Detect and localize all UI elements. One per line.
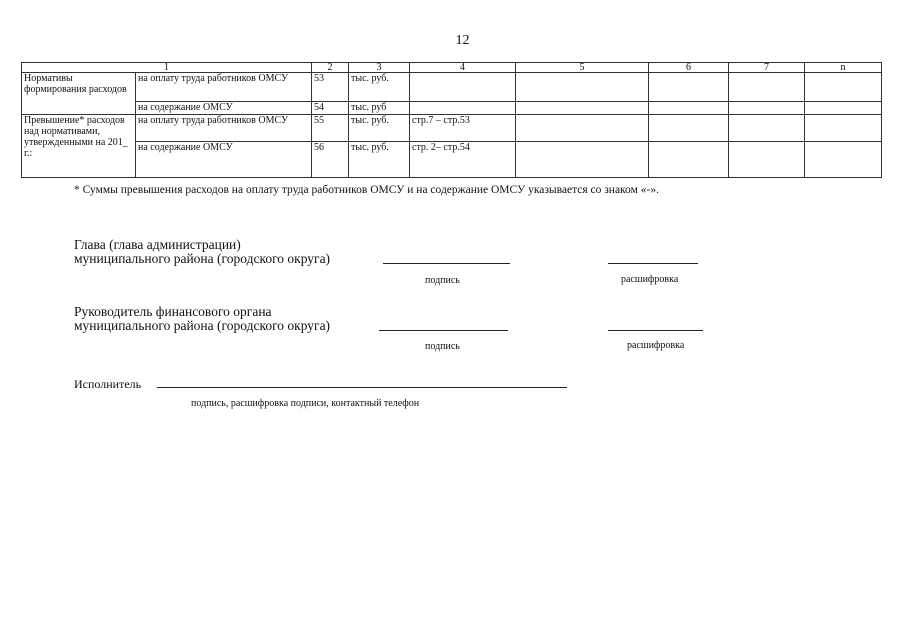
table-cell (805, 115, 882, 142)
expenditure-norms-table (21, 62, 882, 178)
signature-title-head-line2: муниципального района (городского округа) (74, 251, 331, 266)
row-unit: тыс. руб. (349, 142, 410, 178)
row-formula: стр. 2– стр.54 (410, 142, 516, 178)
table-cell (516, 102, 649, 115)
row-formula (410, 102, 516, 115)
row-formula (410, 73, 516, 102)
table-cell (805, 142, 882, 178)
column-header: 3 (349, 63, 410, 73)
row-item-label: на оплату труда работников ОМСУ (136, 115, 312, 142)
table-header-row (22, 63, 882, 73)
row-item-label: на оплату труда работников ОМСУ (136, 73, 312, 102)
column-header: 5 (516, 63, 649, 73)
column-header: 6 (649, 63, 729, 73)
table-cell (649, 102, 729, 115)
row-item-label: на содержание ОМСУ (136, 102, 312, 115)
row-code: 56 (312, 142, 349, 178)
footnote: * Суммы превышения расходов на оплату труда работников ОМСУ и на содержание ОМСУ указывается со знаком «-». (74, 184, 659, 196)
table-cell (516, 142, 649, 178)
column-header: n (805, 63, 882, 73)
table-cell (805, 73, 882, 102)
column-header: 7 (729, 63, 805, 73)
executor-label: Исполнитель (74, 377, 142, 391)
table-row (22, 115, 882, 142)
name-caption: расшифровка (627, 340, 685, 351)
row-code: 55 (312, 115, 349, 142)
signature-line-finance[interactable] (379, 330, 508, 331)
table-cell (729, 115, 805, 142)
table-row (22, 142, 882, 178)
column-header: 2 (312, 63, 349, 73)
table-cell (649, 115, 729, 142)
signature-title-finance: Руководитель финансового органа (74, 304, 272, 319)
signature-caption: подпись (425, 275, 460, 286)
column-header: 4 (410, 63, 516, 73)
executor-line[interactable] (157, 387, 567, 388)
table-cell (516, 73, 649, 102)
name-caption: расшифровка (621, 274, 679, 285)
signature-title-finance-line2: муниципального района (городского округа) (74, 318, 331, 333)
row-item-label: на содержание ОМСУ (136, 142, 312, 178)
table-cell (729, 102, 805, 115)
row-unit: тыс. руб. (349, 73, 410, 102)
signature-line-head[interactable] (383, 263, 510, 264)
row-formula: стр.7 – стр.53 (410, 115, 516, 142)
row-group-label: Превышение* расходов над нормативами, утвержденными на 201_ г.: (22, 115, 136, 178)
table-cell (649, 142, 729, 178)
column-header: 1 (22, 63, 312, 73)
signature-caption: подпись (425, 341, 460, 352)
row-unit: тыс. руб. (349, 115, 410, 142)
row-group-label: Нормативы формирования расходов (22, 73, 136, 115)
table-cell (729, 142, 805, 178)
page-number: 12 (455, 33, 470, 48)
table-cell (649, 73, 729, 102)
table-cell (805, 102, 882, 115)
signature-title-head: Глава (глава администрации) (74, 237, 241, 252)
table-cell (516, 115, 649, 142)
table-cell (729, 73, 805, 102)
table-row (22, 102, 882, 115)
name-line-finance[interactable] (608, 330, 703, 331)
name-line-head[interactable] (608, 263, 698, 264)
table-row (22, 73, 882, 102)
row-code: 53 (312, 73, 349, 102)
executor-caption: подпись, расшифровка подписи, контактный телефон (191, 398, 420, 409)
row-unit: тыс. руб (349, 102, 410, 115)
row-code: 54 (312, 102, 349, 115)
